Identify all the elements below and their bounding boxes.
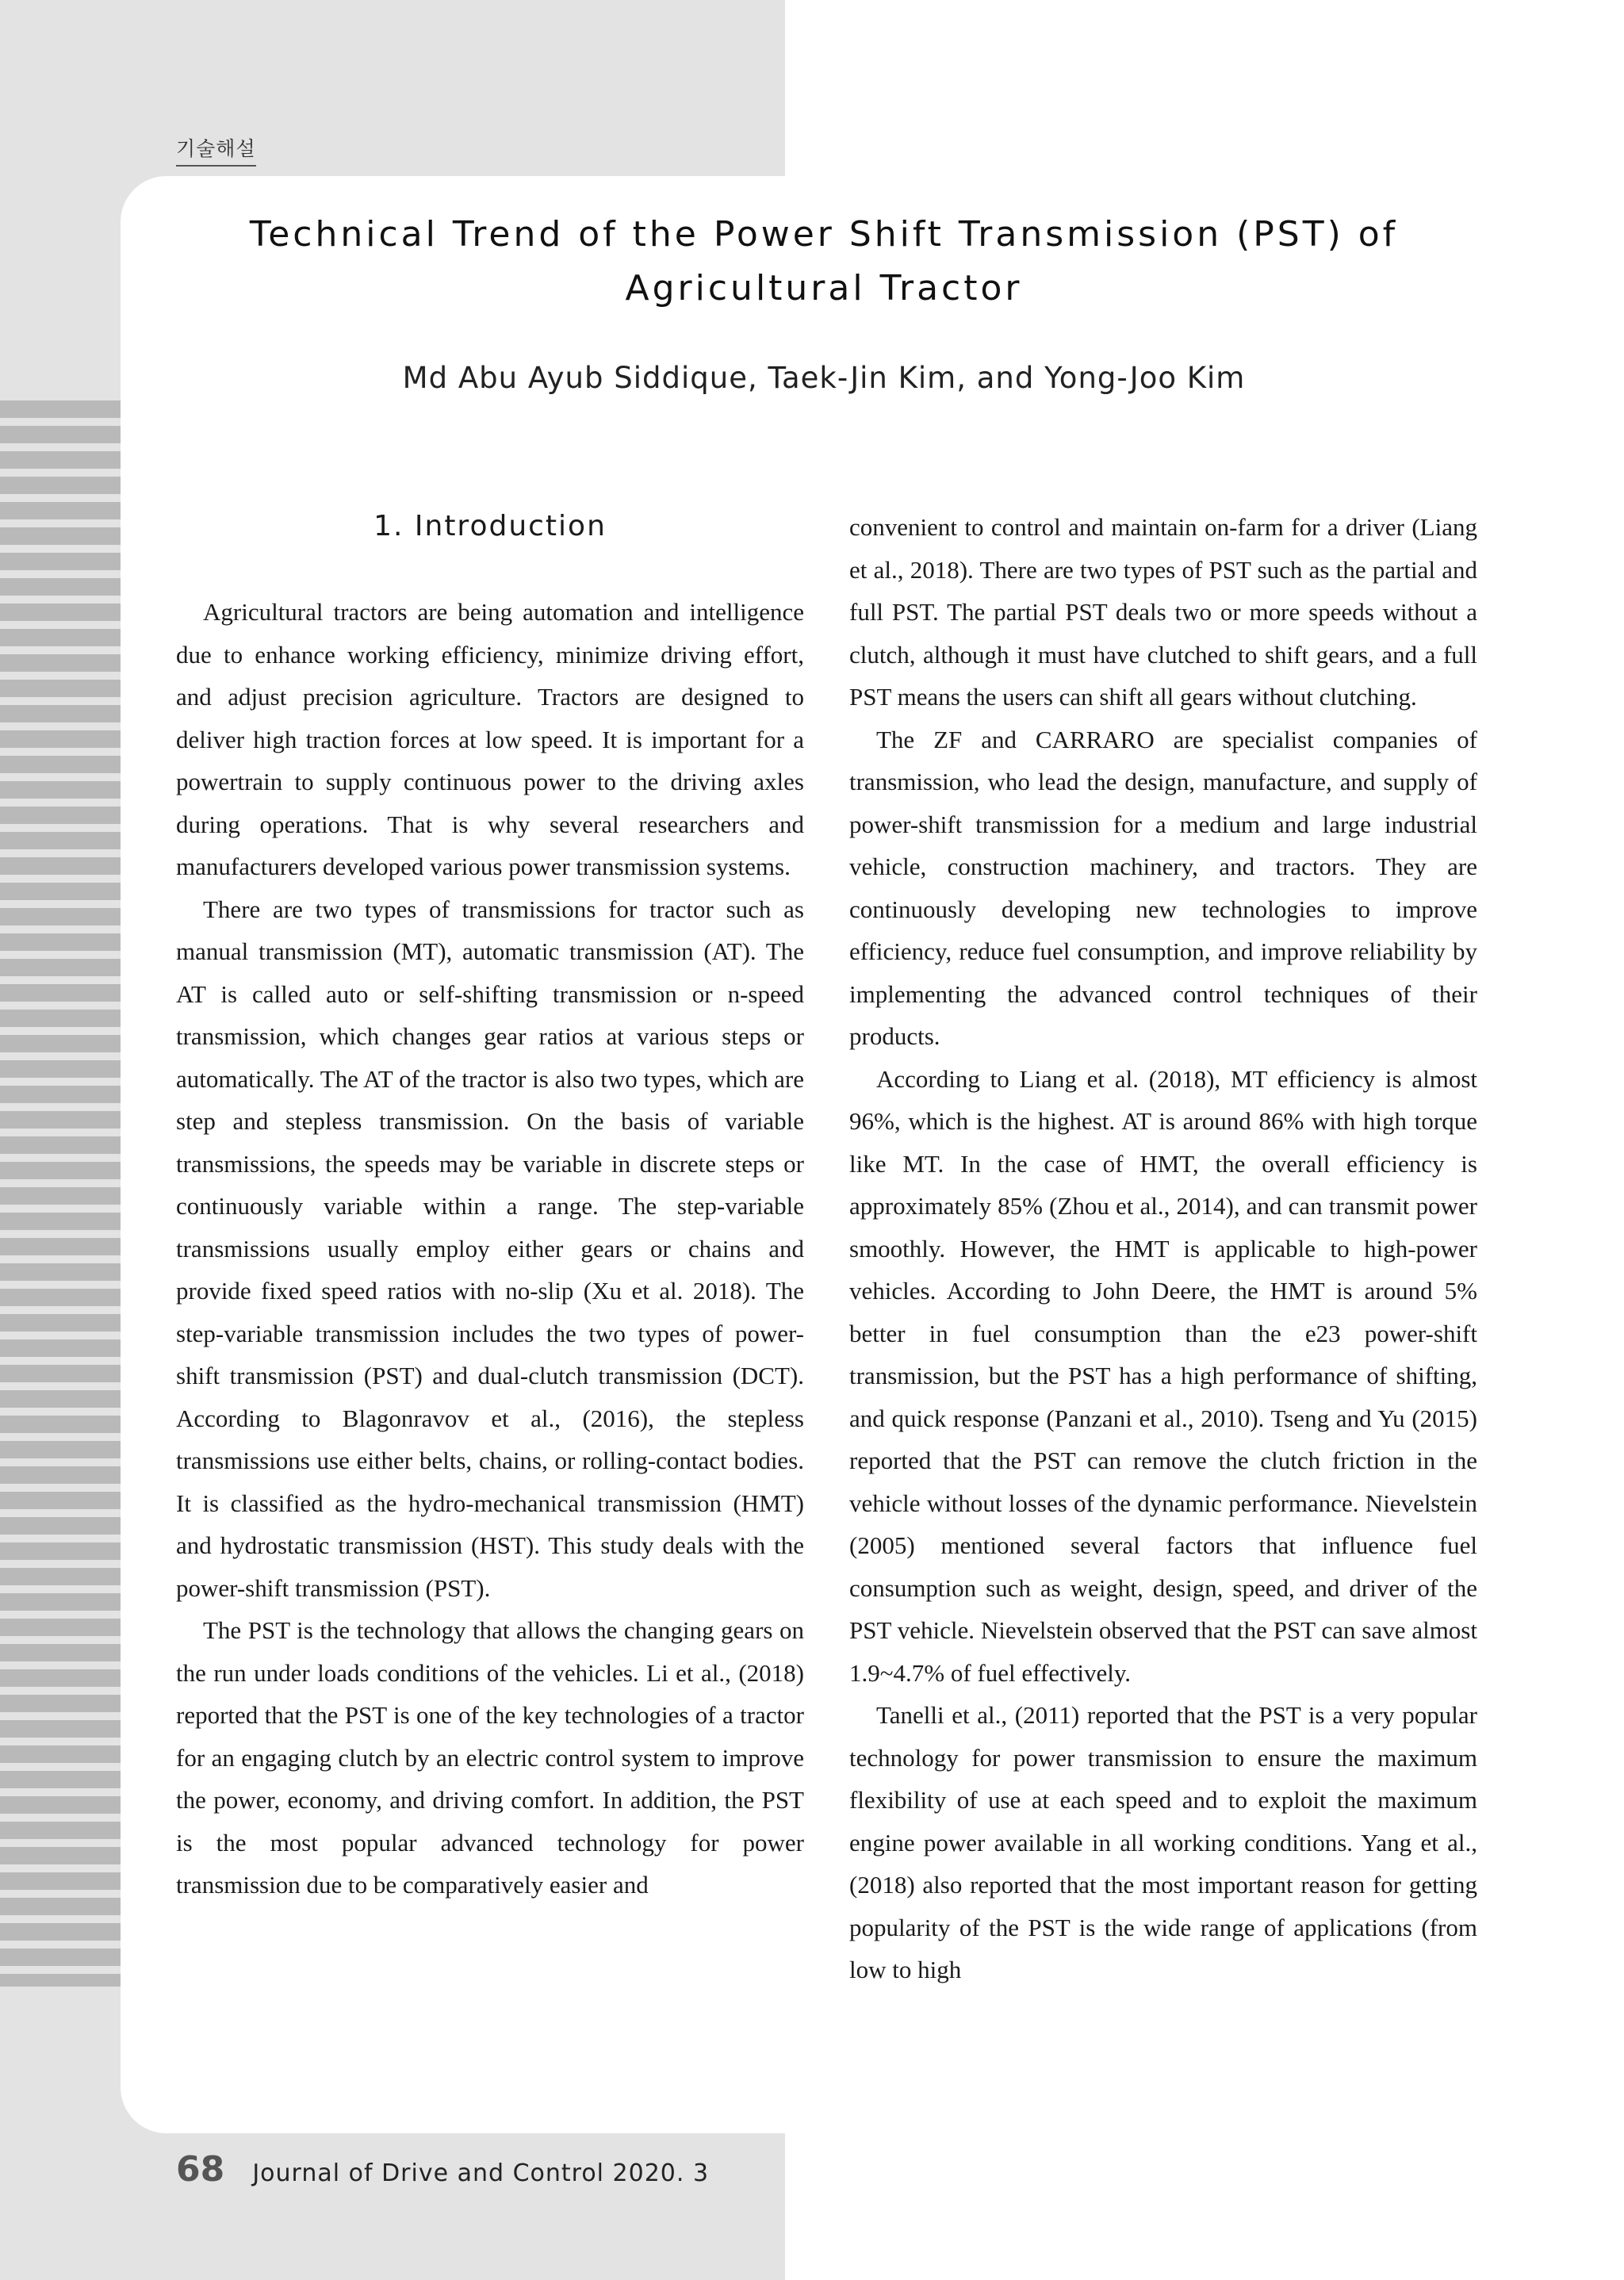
section-heading: 1. Introduction <box>373 510 607 542</box>
right-column <box>849 506 1477 1991</box>
article-title: Technical Trend of the Power Shift Transmission (PST) of Agricultural Tractor <box>249 214 1399 308</box>
paragraph: According to Liang et al. (2018), MT efficiency is almost 96%, which is the highest. AT is around 86% with high torque like MT. In the case of HMT, the overall efficiency is approximately 85% (Zhou et al., 2014), and can transmit power smoothly. However, the HMT is applicable to high-power vehicles. According to John Deere, the HMT is around 5% better in fuel consumption than the e23 power-shift transmission, but the PST has a high performance of shifting, and quick response (Panzani et al., 2010). Tseng and Yu (2015) reported that the PST can remove the clutch friction in the vehicle without losses of the dynamic performance. Nievelstein (2005) mentioned several factors that influence fuel consumption such as weight, design, speed, and driver of the PST vehicle. Nievelstein observed that the PST can save almost 1.9~4.7% of fuel effectively. <box>849 1064 1477 1687</box>
left-column <box>176 504 804 1906</box>
paragraph: Tanelli et al., (2011) reported that the PST is a very popular technology for power transmission to ensure the maximum flexibility of use at each speed and to exploit the maximum engine power available in all working conditions. Yang et al., (2018) also reported that the most important reason for getting popularity of the PST is the wide range of applications (from low to high <box>849 1701 1477 1983</box>
journal-name: Journal of Drive and Control 2020. 3 <box>252 2159 710 2187</box>
section-tag: 기술해설 <box>176 133 256 167</box>
paragraph: There are two types of transmissions for tractor such as manual transmission (MT), automatic transmission (AT). The AT is called auto or self-shifting transmission or n-speed transmission, which changes gear ratios at various steps or automatically. The AT of the tractor is also two types, which are step and stepless transmission. On the basis of variable transmissions, the speeds may be variable in discrete steps or continuously variable within a range. The step-variable transmissions usually employ either gears or chains and provide fixed speed ratios with no-slip (Xu et al. 2018). The step-variable transmission includes the two types of power-shift transmission (PST) and dual-clutch transmission (DCT). According to Blagonravov et al., (2016), the stepless transmissions use either belts, chains, or rolling-contact bodies. It is classified as the hydro-mechanical transmission (HMT) and hydrostatic transmission (HST). This study deals with the power-shift transmission (PST). <box>176 895 804 1602</box>
paragraph: Agricultural tractors are being automation and intelligence due to enhance working efficiency, minimize driving effort, and adjust precision agriculture. Tractors are designed to deliver high traction forces at low speed. It is important for a powertrain to supply continuous power to the driving axles during operations. That is why several researchers and manufacturers developed various power transmission systems. <box>176 598 804 880</box>
page-footer <box>176 2149 709 2190</box>
decorative-stripes <box>0 400 121 1987</box>
article-authors: Md Abu Ayub Siddique, Taek-Jin Kim, and Yong-Joo Kim <box>402 361 1246 395</box>
paragraph: The ZF and CARRARO are specialist companies of transmission, who lead the design, manufacture, and supply of power-shift transmission for a medium and large industrial vehicle, construction machinery, and tractors. They are continuously developing new technologies to improve efficiency, reduce fuel consumption, and improve reliability by implementing the advanced control techniques of their products. <box>849 725 1477 1050</box>
paragraph: The PST is the technology that allows the changing gears on the run under loads conditions of the vehicles. Li et al., (2018) reported that the PST is one of the key technologies of a tractor for an engaging clutch by an electric control system to improve the power, economy, and driving comfort. In addition, the PST is the most popular advanced technology for power transmission due to be comparatively easier and <box>176 1616 804 1899</box>
paragraph: convenient to control and maintain on-farm for a driver (Liang et al., 2018). There are two types of PST such as the partial and full PST. The partial PST deals two or more speeds without a clutch, although it must have clutched to shift gears, and a full PST means the users can shift all gears without clutching. <box>849 513 1477 711</box>
page-number: 68 <box>176 2149 225 2190</box>
